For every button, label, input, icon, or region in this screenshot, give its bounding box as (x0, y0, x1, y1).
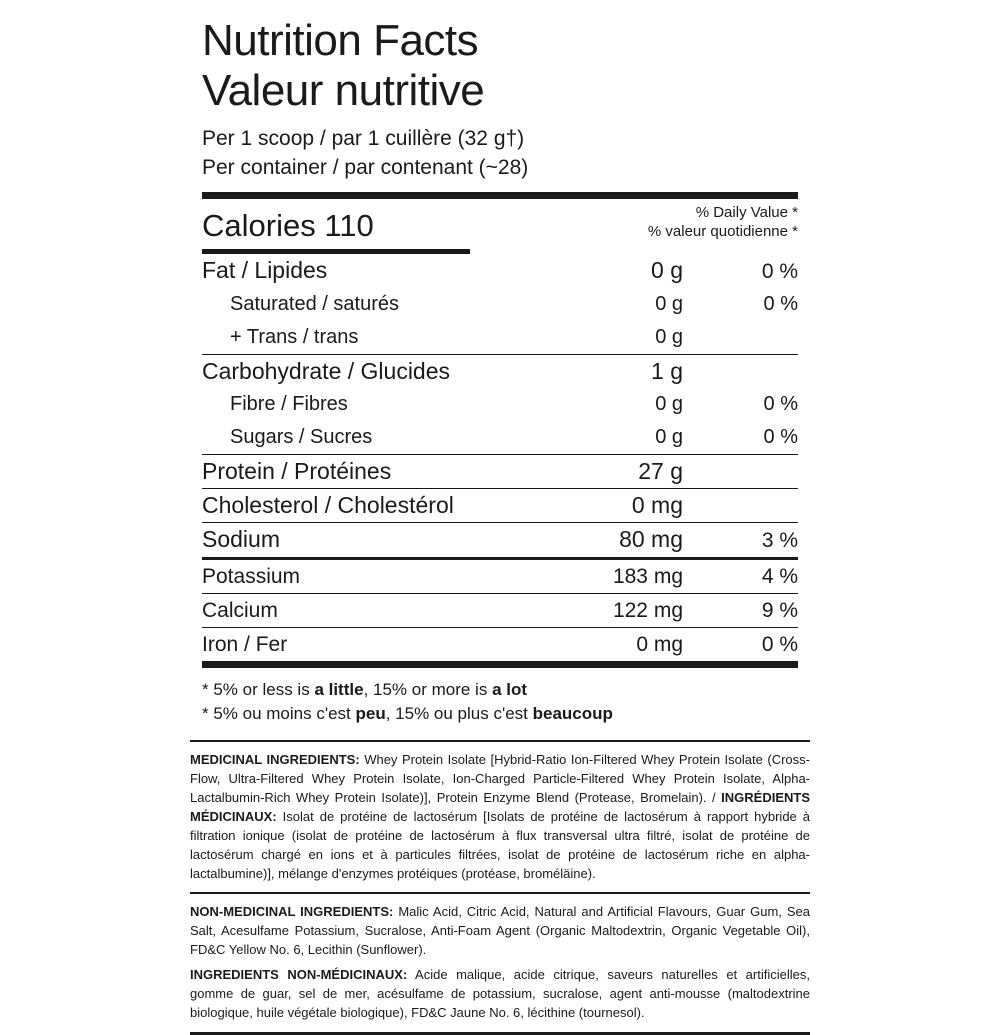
page-title-en: Nutrition Facts (202, 16, 479, 65)
footnote-fr-mid: , 15% ou plus c'est (385, 704, 533, 723)
medicinal-ingredients (190, 750, 810, 883)
footnote-en-pre: * 5% or less is (202, 680, 315, 699)
footnote-fr-bold2: beaucoup (532, 704, 613, 723)
nutrient-name: Sodium (202, 526, 280, 552)
daily-value-header-en: % Daily Value * (695, 204, 798, 221)
daily-value-header-fr: % valeur quotidienne * (647, 223, 798, 240)
table-bottom-rule (202, 661, 798, 668)
footnote-fr-bold1: peu (355, 704, 386, 723)
footnote-en (202, 678, 810, 702)
nutrient-name: + Trans / trans (230, 326, 359, 348)
footnote-en-bold1: a little (314, 680, 364, 699)
footnote-fr (202, 702, 810, 726)
medicinal-ingredients-text: Whey Protein Isolate [Hybrid-Ratio Ion-Filtered Whey Protein Isolate (Cross-Flow, Ultra-Filtered Whey Protein Isolate, Ion-Charged Particle-Filtered Whey Protein Isolate, Alpha-Lactalbumin-Rich Whey Protein Isolate)], Protein Enzyme Blend (Protease, Bromelain). / (190, 752, 810, 805)
nutrient-dv: 0 % (763, 293, 798, 315)
non-medicinal-ingredients-header-fr: INGREDIENTS NON-MÉDICINAUX: (190, 967, 408, 982)
nutrient-dv: 9 % (761, 599, 798, 622)
table-top-rule (202, 192, 798, 199)
medicinal-ingredients-header: MEDICINAL INGREDIENTS: (190, 752, 360, 767)
table-row (202, 628, 798, 661)
nutrient-amount: 80 mg (619, 526, 683, 552)
servings-per-container-line: Per container / par contenant (~28) (202, 156, 529, 179)
table-row (202, 594, 798, 627)
serving-block (0, 116, 1000, 182)
table-row (202, 455, 798, 488)
nutrient-name: Fibre / Fibres (230, 393, 348, 415)
table-row (202, 421, 798, 454)
table-row (202, 523, 798, 557)
nutrient-name: Cholesterol / Cholestérol (202, 492, 454, 518)
footnotes (202, 668, 810, 726)
footnote-fr-pre: * 5% ou moins c'est (202, 704, 356, 723)
nutrient-amount: 122 mg (612, 599, 683, 622)
nutrient-name: Potassium (202, 565, 301, 588)
table-row (202, 254, 798, 288)
nutrient-dv: 0 % (761, 633, 798, 656)
nutrient-name: Carbohydrate / Glucides (202, 358, 451, 384)
nutrient-amount: 1 g (651, 358, 683, 384)
nutrient-amount: 0 g (655, 426, 683, 448)
nutrient-name: Iron / Fer (202, 633, 288, 656)
page-title-fr: Valeur nutritive (202, 66, 485, 115)
nutrient-dv: 4 % (761, 565, 798, 588)
non-medicinal-ingredients-text-fr: Acide malique, acide citrique, saveurs naturelles et artificielles, gomme de guar, sel de mer, acésulfame de potassium, sucralose, agent anti-mousse (maltodextrine biologique, huile végétale biologique), FD&C Jaune No. 6, lécithine (tournesol). (190, 967, 810, 1020)
nutrient-amount: 0 g (655, 393, 683, 415)
table-row (202, 489, 798, 522)
nutrient-dv: 3 % (761, 529, 798, 552)
table-row (202, 388, 798, 421)
medicinal-ingredients-text-fr: Isolat de protéine de lactosérum [Isolats de protéine de lactosérum à rapport hybride à filtration ionique (isolat de protéine de lactosérum à flux transversal ultra filtré, isolat de protéine de lactosérum chargé en ions et à particules filtrées, isolat de protéine de lactosérum riche en alpha-lactalbumine)], mélange d'enzymes protéiques (protéase, broméläine). (190, 809, 810, 881)
nutrient-amount: 27 g (638, 458, 683, 484)
nutrient-dv: 0 % (761, 260, 798, 283)
footnote-en-mid: , 15% or more is (363, 680, 493, 699)
nutrient-amount: 0 mg (631, 492, 683, 518)
nutrient-dv: 0 % (763, 426, 798, 448)
footnote-en-bold2: a lot (492, 680, 528, 699)
nutrient-name: Saturated / saturés (230, 293, 399, 315)
non-medicinal-ingredients (190, 902, 810, 959)
nutrient-name: Protein / Protéines (202, 458, 392, 484)
nutrient-amount: 0 g (655, 293, 683, 315)
table-row (202, 560, 798, 593)
title-block (0, 0, 1000, 116)
medicinal-ingredients-header-fr: INGRÉDIENTS MÉDICINAUX: (190, 790, 810, 824)
ingredients-divider-top (190, 740, 810, 742)
nutrient-amount: 0 g (651, 257, 683, 283)
calories-label: Calories 110 (202, 207, 470, 254)
nutrient-name: Calcium (202, 599, 278, 622)
nutrition-table (202, 192, 798, 668)
nutrient-name: Fat / Lipides (202, 257, 328, 283)
ingredients-divider-mid (190, 892, 810, 894)
non-medicinal-ingredients-text: Malic Acid, Citric Acid, Natural and Artificial Flavours, Guar Gum, Sea Salt, Acesulfame Potassium, Sucralose, Anti-Foam Agent (Organic Maltodextrin, Organic Vegetable Oil), FD&C Yellow No. 6, Lecithin (Sunflower). (190, 904, 810, 957)
non-medicinal-ingredients-header: NON-MEDICINAL INGREDIENTS: (190, 904, 394, 919)
table-row (202, 355, 798, 388)
nutrient-amount: 0 mg (636, 633, 683, 656)
nutrient-amount: 0 g (655, 326, 683, 348)
serving-size-line: Per 1 scoop / par 1 cuillère (32 g†) (202, 127, 525, 150)
nutrient-amount: 183 mg (612, 565, 683, 588)
nutrient-name: Sugars / Sucres (230, 426, 373, 448)
non-medicinal-ingredients-fr (190, 965, 810, 1022)
table-row (202, 288, 798, 321)
nutrient-dv: 0 % (763, 393, 798, 415)
table-row (202, 321, 798, 354)
